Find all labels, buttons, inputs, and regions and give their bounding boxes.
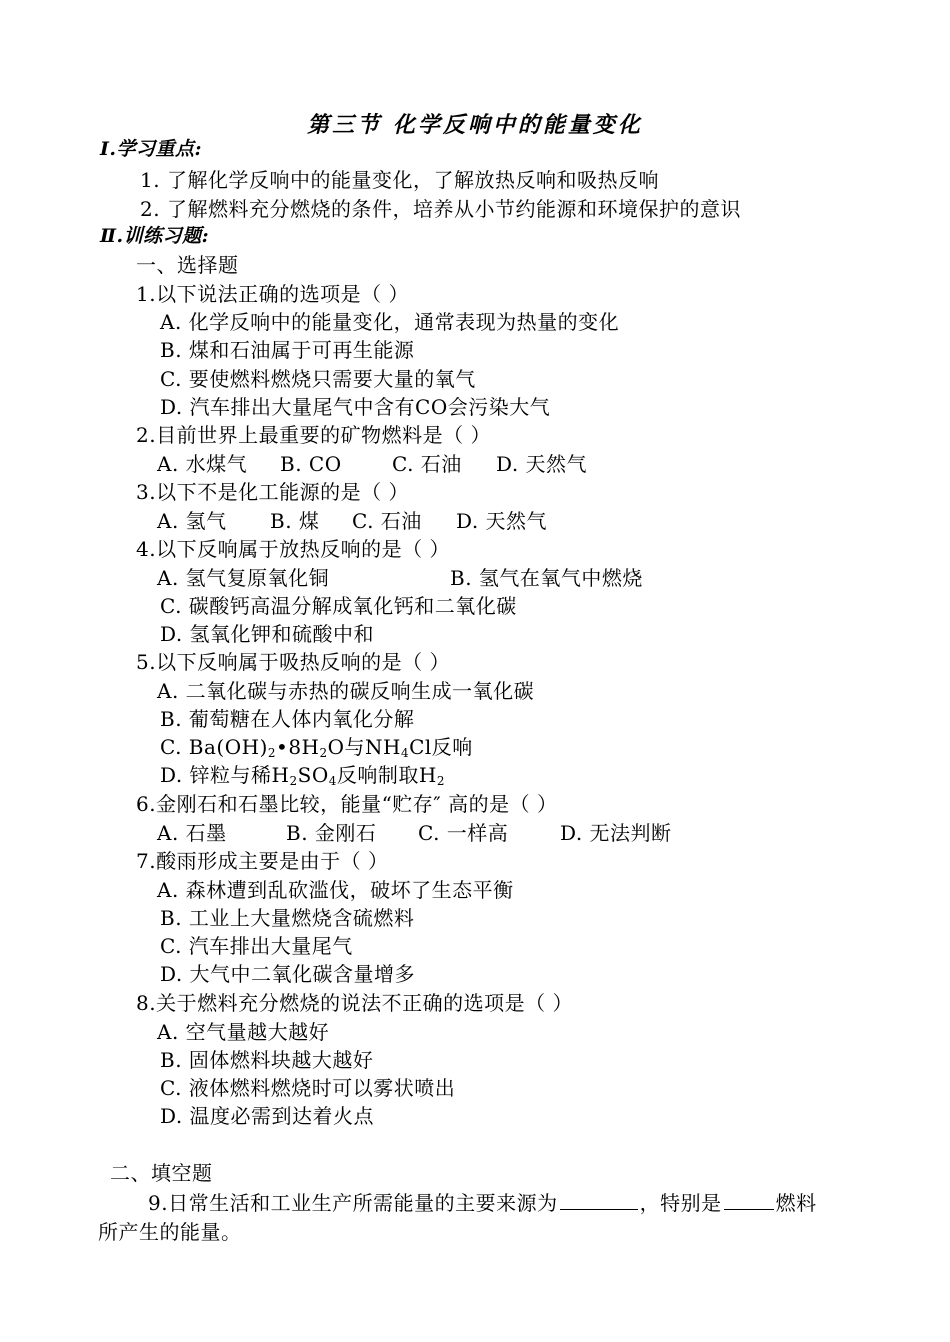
question-4-stem: 4.以下反响属于放热反响的是（ ）: [136, 537, 450, 561]
question-7-option-a: A. 森林遭到乱砍滥伐，破坏了生态平衡: [157, 878, 514, 902]
question-6-option-d: D. 无法判断: [560, 821, 672, 845]
focus-item-2: 2. 了解燃料充分燃烧的条件，培养从小节约能源和环境保护的意识: [140, 197, 741, 221]
subscript: 4: [328, 774, 337, 788]
question-2-option-a: A. 水煤气: [157, 452, 248, 476]
option-c-text: Cl反响: [409, 735, 473, 759]
question-8-option-b: B. 固体燃料块越大越好: [160, 1048, 374, 1072]
focus-item-1: 1. 了解化学反响中的能量变化，了解放热反响和吸热反响: [140, 168, 659, 192]
option-c-text: C. Ba(OH): [160, 735, 268, 759]
question-3-stem: 3.以下不是化工能源的是（ ）: [136, 480, 409, 504]
question-3-option-d: D. 天然气: [456, 509, 548, 533]
question-2-stem: 2.目前世界上最重要的矿物燃料是（ ）: [136, 423, 491, 447]
question-6-option-b: B. 金刚石: [286, 821, 377, 845]
subscript: 2: [436, 774, 445, 788]
subscript: 2: [289, 774, 298, 788]
answer-blank[interactable]: [560, 1208, 638, 1210]
part-heading-choice: 一、选择题: [136, 253, 239, 277]
question-8-option-d: D. 温度必需到达着火点: [160, 1104, 375, 1128]
subscript: 2: [267, 746, 277, 760]
question-4-option-a: A. 氢气复原氧化铜: [157, 566, 330, 590]
answer-blank[interactable]: [724, 1208, 774, 1210]
practice-heading: Ⅱ.训练习题:: [100, 225, 210, 247]
question-2-option-b: B. CO: [280, 452, 342, 476]
question-9-text: ，特别是: [639, 1191, 722, 1215]
question-1-option-b: B. 煤和石油属于可再生能源: [160, 338, 415, 362]
question-9-text: 燃料: [775, 1191, 817, 1215]
focus-heading: Ⅰ.学习重点:: [100, 138, 203, 160]
question-8-option-a: A. 空气量越大越好: [157, 1020, 330, 1044]
question-5-stem: 5.以下反响属于吸热反响的是（ ）: [136, 650, 450, 674]
question-5-option-d: [160, 762, 445, 788]
question-3-option-a: A. 氢气: [157, 509, 227, 533]
question-6-option-a: A. 石墨: [157, 821, 227, 845]
question-2-option-c: C. 石油: [392, 452, 462, 476]
question-3-option-b: B. 煤: [270, 509, 320, 533]
question-5-option-c: [160, 734, 473, 760]
option-c-text: O与NH: [327, 735, 401, 759]
subscript: 4: [400, 746, 410, 760]
part-heading-fill: 二、填空题: [110, 1161, 213, 1185]
question-4-option-c: C. 碳酸钙高温分解成氧化钙和二氧化碳: [160, 594, 517, 618]
page-title: 第三节 化学反响中的能量变化: [307, 112, 643, 138]
question-8-option-c: C. 液体燃料燃烧时可以雾状喷出: [160, 1076, 456, 1100]
subscript: 2: [319, 746, 328, 760]
question-9-continuation: 所产生的能量。: [98, 1220, 242, 1244]
question-7-option-d: D. 大气中二氧化碳含量增多: [160, 962, 416, 986]
question-1-option-a: A. 化学反响中的能量变化，通常表现为热量的变化: [160, 310, 620, 334]
question-7-option-b: B. 工业上大量燃烧含硫燃料: [160, 906, 415, 930]
question-3-option-c: C. 石油: [352, 509, 422, 533]
question-9-text: 9.日常生活和工业生产所需能量的主要来源为: [148, 1191, 558, 1215]
question-6-stem: 6.金刚石和石墨比较，能量“贮存″ 高的是（ ）: [136, 792, 558, 816]
question-7-stem: 7.酸雨形成主要是由于（ ）: [136, 849, 389, 873]
question-4-option-d: D. 氢氧化钾和硫酸中和: [160, 622, 375, 646]
question-1-stem: 1.以下说法正确的选项是（ ）: [136, 282, 409, 306]
question-7-option-c: C. 汽车排出大量尾气: [160, 934, 353, 958]
question-9-stem: [148, 1190, 817, 1216]
question-1-option-c: C. 要使燃料燃烧只需要大量的氧气: [160, 367, 476, 391]
question-5-option-a: A. 二氧化碳与赤热的碳反响生成一氧化碳: [157, 679, 535, 703]
option-d-text: D. 锌粒与稀H: [160, 763, 290, 787]
question-1-option-d: D. 汽车排出大量尾气中含有CO会污染大气: [160, 395, 551, 419]
option-d-text: 反响制取H: [336, 763, 437, 787]
option-c-text: •8H: [276, 735, 320, 759]
question-5-option-b: B. 葡萄糖在人体内氧化分解: [160, 707, 415, 731]
question-6-option-c: C. 一样高: [418, 821, 509, 845]
question-8-stem: 8.关于燃料充分燃烧的说法不正确的选项是（ ）: [136, 991, 573, 1015]
option-d-text: SO: [297, 763, 329, 787]
question-4-option-b: B. 氢气在氧气中燃烧: [450, 566, 643, 590]
question-2-option-d: D. 天然气: [496, 452, 588, 476]
